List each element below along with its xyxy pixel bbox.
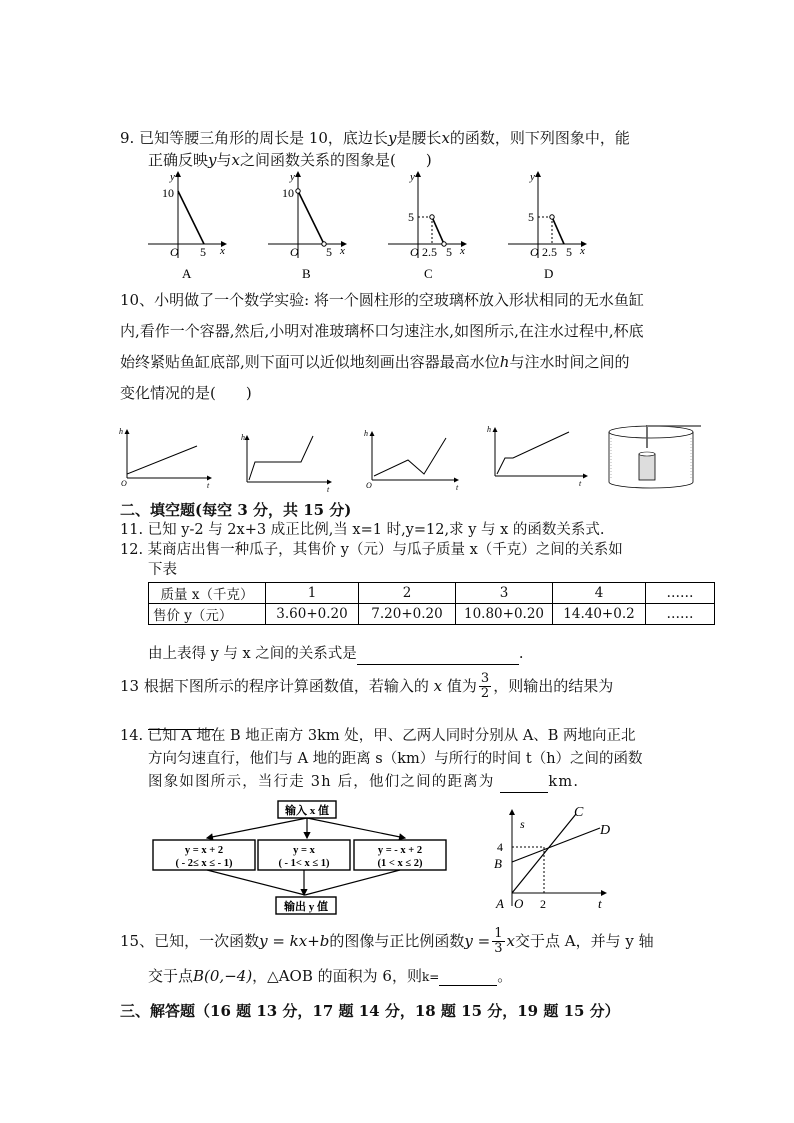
q10-g3-t: t bbox=[456, 483, 459, 492]
q9-graphs bbox=[140, 166, 610, 284]
graph14-d: D bbox=[600, 823, 611, 838]
q10-g3-o: O bbox=[366, 481, 372, 490]
price-table bbox=[148, 582, 715, 625]
branch-2-formula: y = x bbox=[293, 845, 315, 856]
graph-d-xtick1: 2.5 bbox=[542, 245, 557, 259]
graph-d-ytick: 5 bbox=[528, 210, 534, 224]
q10-g1-t: t bbox=[207, 481, 210, 490]
fraction-3-2: $\frac{3}{2}$ bbox=[480, 671, 490, 702]
graph-a-xtick: 5 bbox=[200, 245, 206, 259]
table-row bbox=[149, 604, 715, 625]
branch-3-range: (1 < x ≤ 2) bbox=[377, 858, 423, 869]
fraction-1-3: $\frac{1}{3}$ bbox=[494, 926, 503, 957]
q10-line3: 始终紧贴鱼缸底部,则下面可以近似地刻画出容器最高水位h与注水时间之间的 bbox=[120, 353, 630, 371]
q10-line1: 10、小明做了一个数学实验: 将一个圆柱形的空玻璃杯放入形状相同的无水鱼缸 bbox=[120, 291, 644, 309]
graph-b-xaxis: x bbox=[340, 245, 345, 257]
answer-blank[interactable] bbox=[439, 971, 497, 986]
graph-c-origin: O bbox=[410, 245, 419, 259]
answer-blank[interactable] bbox=[357, 650, 519, 665]
flowchart bbox=[150, 798, 450, 916]
q10-graph-3 bbox=[364, 429, 459, 492]
q10-graph-2 bbox=[241, 433, 331, 494]
graph-b-origin: O bbox=[290, 245, 299, 259]
graph-d-origin: O bbox=[530, 245, 539, 259]
table-cell: …… bbox=[646, 583, 715, 604]
table-cell: …… bbox=[646, 604, 715, 625]
q12-line2: 下表 bbox=[148, 562, 177, 578]
graph14-s: s bbox=[520, 817, 525, 831]
graph14-y4: 4 bbox=[497, 840, 503, 854]
fish-tank-illustration bbox=[609, 426, 701, 488]
graph-c-yaxis: y bbox=[410, 171, 415, 183]
q12-line1: 12. 某商店出售一种瓜子，其售价 y（元）与瓜子质量 x（千克）之间的关系如 bbox=[120, 542, 623, 558]
graph-c bbox=[388, 171, 466, 281]
table-cell: 14.40+0.2 bbox=[553, 604, 646, 625]
table-cell: 4 bbox=[553, 583, 646, 604]
table-cell: 质量 x（千克） bbox=[149, 583, 266, 604]
section2-title: 二、填空题(每空 3 分，共 15 分) bbox=[120, 501, 352, 519]
table-cell: 售价 y（元） bbox=[149, 604, 266, 625]
q9-line2: 正确反映y与x之间函数关系的图象是( ) bbox=[148, 151, 432, 169]
graph-a bbox=[148, 171, 226, 281]
graph-a-ytick: 10 bbox=[162, 186, 174, 200]
q14-line1: 14. 已知 A 地在 B 地正南方 3km 处，甲、乙两人同时分别从 A、B 两地向正北 bbox=[120, 728, 636, 744]
branch-1-range: ( - 2≤ x ≤ - 1) bbox=[175, 858, 233, 869]
graph-d-label: D bbox=[544, 266, 554, 281]
graph-c-xaxis: x bbox=[460, 245, 465, 257]
graph-a-origin: O bbox=[170, 245, 179, 259]
graph14-a: A bbox=[496, 896, 504, 911]
table-cell: 10.80+0.20 bbox=[456, 604, 553, 625]
line-d bbox=[512, 828, 600, 862]
q10-g4-t: t bbox=[579, 479, 582, 488]
graph-a-yaxis: y bbox=[170, 171, 175, 183]
graph-a-xaxis: x bbox=[220, 245, 225, 257]
output-label: 输出 y 值 bbox=[284, 901, 328, 913]
graph-c-xtick2: 5 bbox=[446, 245, 452, 259]
q9-line1: 9. 已知等腰三角形的周长是 10，底边长y是腰长x的函数，则下列图象中，能 bbox=[120, 129, 630, 147]
q10-g2-t: t bbox=[327, 485, 330, 494]
q10-line2: 内,看作一个容器,然后,小明对准玻璃杯口匀速注水,如图所示,在注水过程中,杯底 bbox=[120, 322, 644, 340]
graph-a-label: A bbox=[182, 266, 192, 281]
branch-2-range: ( - 1< x ≤ 1) bbox=[278, 858, 330, 869]
q12-result: 由上表得 y 与 x 之间的关系式是 . bbox=[148, 645, 523, 665]
table-cell: 2 bbox=[359, 583, 456, 604]
graph-b-yaxis: y bbox=[290, 171, 295, 183]
graph-d-xaxis: x bbox=[580, 245, 585, 257]
graph14-o: O bbox=[514, 896, 524, 911]
q10-graph-1 bbox=[119, 427, 211, 490]
graph-c-xtick1: 2.5 bbox=[422, 245, 437, 259]
graph-b-xtick: 5 bbox=[326, 245, 332, 259]
branch-1-formula: y = x + 2 bbox=[184, 845, 224, 856]
table-cell: 3.60+0.20 bbox=[266, 604, 359, 625]
q10-g4-h: h bbox=[487, 425, 491, 434]
q10-g1-o: O bbox=[121, 479, 127, 488]
table-cell: 1 bbox=[266, 583, 359, 604]
graph-d-yaxis: y bbox=[530, 171, 535, 183]
q10-graphs bbox=[115, 418, 705, 496]
q10-line4: 变化情况的是( ) bbox=[120, 384, 252, 402]
table-cell: 7.20+0.20 bbox=[359, 604, 456, 625]
graph-b-label: B bbox=[302, 266, 311, 281]
graph14-c: C bbox=[574, 805, 584, 820]
answer-blank[interactable] bbox=[500, 778, 548, 793]
branch-3-formula: y = - x + 2 bbox=[377, 845, 423, 856]
input-label: 输入 x 值 bbox=[285, 805, 329, 817]
q15-line2: 交于点B(0,−4)，△AOB 的面积为 6，则k= 。 bbox=[148, 967, 513, 985]
graph-c-label: C bbox=[424, 266, 433, 281]
graph14-x2: 2 bbox=[540, 897, 546, 911]
table-row bbox=[149, 583, 715, 604]
graph14-t: t bbox=[598, 896, 602, 911]
q11-text: 11. 已知 y-2 与 2x+3 成正比例,当 x=1 时,y=12,求 y 与 x 的函数关系式. bbox=[120, 522, 605, 538]
q13-text: 13 根据下图所示的程序计算函数值，若输入的 x 值为 $\frac{3}{2}$ ，则输出的结果为 bbox=[120, 671, 614, 702]
q10-graph-4 bbox=[487, 425, 587, 488]
graph14-b: B bbox=[494, 856, 502, 871]
q10-g3-h: h bbox=[364, 429, 368, 438]
q10-g2-h: h bbox=[241, 433, 245, 442]
q14-line2: 方向匀速直行，他们与 A 地的距离 s（km）与所行的时间 t（h）之间的函数 bbox=[148, 751, 643, 767]
q14-line3: 图象如图所示，当行走 3h 后，他们之间的距离为 km. bbox=[148, 773, 579, 793]
q14-graph bbox=[488, 798, 618, 916]
table-cell: 3 bbox=[456, 583, 553, 604]
section3-title: 三、解答题（16 题 13 分，17 题 14 分，18 题 15 分，19 题 15 分） bbox=[120, 1002, 620, 1020]
graph-b bbox=[268, 171, 346, 281]
graph-d-xtick2: 5 bbox=[566, 245, 572, 259]
graph-b-ytick: 10 bbox=[282, 186, 294, 200]
q10-g1-h: h bbox=[119, 427, 123, 436]
graph-d bbox=[508, 171, 586, 281]
graph-c-ytick: 5 bbox=[408, 210, 414, 224]
q15-line1: 15、已知，一次函数y = kx+b的图像与正比例函数y = $\frac{1}{3}$ x交于点 A，并与 y 轴 bbox=[120, 926, 654, 957]
